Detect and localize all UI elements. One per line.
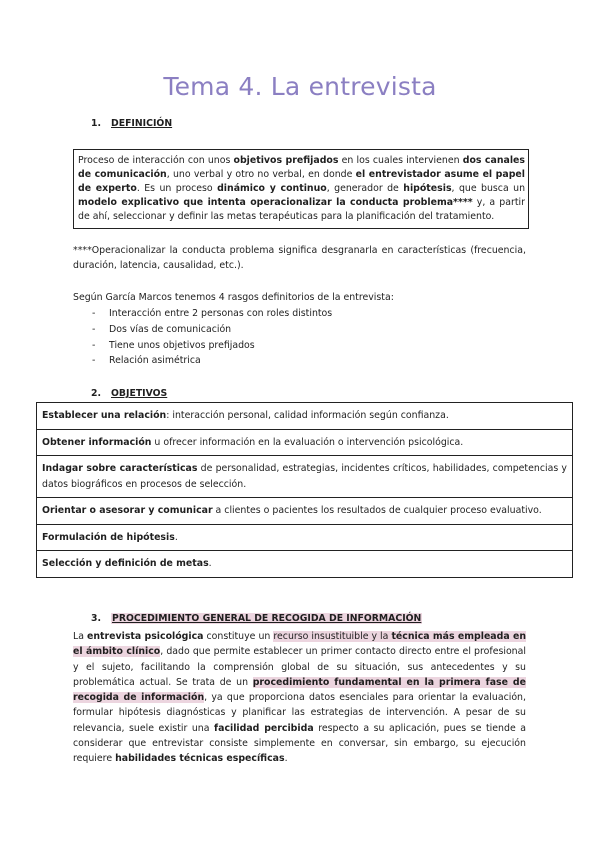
procedure-bold: entrevista psicológica — [87, 631, 204, 642]
procedure-highlight: recurso insustituible — [273, 631, 369, 642]
objective-bold: Formulación de hipótesis — [42, 531, 175, 543]
procedure-text: . — [284, 753, 288, 765]
section-title: PROCEDIMIENTO GENERAL DE RECOGIDA DE INFORMACIÓN — [112, 613, 422, 624]
list-item: - Relación asimétrica — [92, 353, 332, 369]
definition-bold-objetivos: objetivos prefijados — [233, 155, 339, 166]
objective-text: . — [174, 531, 178, 543]
objective-text: de personalidad, estrategias, incidentes críticos, habilidades, competencias y datos biográficos en procesos de selección. — [42, 463, 567, 490]
rasgos-list — [92, 306, 332, 369]
table-row — [37, 498, 573, 525]
procedure-highlight-bold: técnica más empleada en el ámbito clínico — [73, 631, 526, 658]
footnote: ****Operacionalizar la conducta problema significa desgranarla en características (frecuencia, duración, latencia, causalidad, etc.). — [73, 245, 526, 271]
table-cell — [37, 403, 573, 430]
definition-bold-dinamico: dinámico y continuo — [217, 183, 327, 194]
objective-text: : interacción personal, calidad información según confianza. — [166, 410, 449, 421]
table-cell — [37, 429, 573, 456]
section-heading-objetivos — [91, 388, 167, 399]
table-row — [37, 551, 573, 578]
page-title: Tema 4. La entrevista — [163, 72, 437, 101]
section-title: OBJETIVOS — [111, 388, 168, 399]
definition-bold-modelo: modelo explicativo que intenta operacionalizar la conducta problema**** — [78, 197, 473, 208]
procedure-highlight-bold: procedimiento fundamental en la primera fase de recogida de información — [73, 676, 526, 704]
table-row — [37, 456, 573, 498]
list-item: - Dos vías de comunicación — [92, 322, 332, 338]
objective-text: a clientes o pacientes los resultados de cualquier proceso evaluativo. — [212, 505, 542, 516]
definition-text: , generador de — [326, 183, 404, 194]
section-heading-procedimiento — [91, 613, 422, 624]
procedure-text: La — [73, 631, 87, 642]
table-cell — [37, 524, 573, 551]
table-row — [37, 403, 573, 430]
definition-text: , uno verbal y otro no verbal, en donde — [166, 169, 356, 180]
table-row — [37, 429, 573, 456]
definition-text: Proceso de interacción con unos — [78, 155, 234, 166]
procedure-bold: habilidades técnicas específicas — [115, 753, 285, 765]
definition-bold-hipotesis: hipótesis — [403, 183, 452, 194]
section-number: 2. — [91, 388, 102, 399]
objective-bold: Obtener información — [42, 436, 152, 448]
section-heading-definicion — [91, 118, 172, 129]
objectives-table — [36, 402, 573, 578]
definition-text: en los cuales intervienen — [338, 155, 463, 166]
definition-bold-canales: dos canales de comunicación — [78, 155, 525, 180]
section-number: 3. — [91, 613, 102, 624]
list-item: - Interacción entre 2 personas con roles distintos — [92, 306, 332, 322]
table-cell — [37, 456, 573, 498]
list-item: - Tiene unos objetivos prefijados — [92, 338, 332, 354]
objective-bold: Establecer una relación — [42, 410, 167, 421]
section-title: DEFINICIÓN — [111, 118, 173, 129]
rasgos-intro: Según García Marcos tenemos 4 rasgos definitorios de la entrevista: — [73, 292, 394, 303]
procedure-paragraph — [73, 629, 526, 767]
definition-box — [73, 149, 529, 229]
definition-text: y, a partir de ahí, seleccionar y definir las metas terapéuticas para la planificación del tratamiento. — [78, 197, 525, 222]
procedure-bold: facilidad percibida — [214, 722, 314, 734]
objective-bold: Selección y definición de metas — [42, 558, 209, 569]
objective-bold: Indagar sobre características — [42, 463, 198, 474]
definition-text: , que busca un — [451, 183, 526, 194]
objective-text: . — [208, 558, 212, 569]
section-number: 1. — [91, 118, 102, 129]
objective-bold: Orientar o asesorar y comunicar — [42, 505, 213, 516]
table-cell — [37, 551, 573, 578]
procedure-text: respecto a su aplicación, pues se tiende a considerar que entrevistar consiste simplemente en conversar, sin embargo, su ejecución requiere — [73, 722, 526, 765]
procedure-text: , ya que proporciona datos esenciales para orientar la evaluación, formular hipótesis diagnósticas y planificar las estrategias de intervención. A pesar de su relevancia, suele existir una — [73, 692, 526, 734]
objective-text: u ofrecer información en la evaluación o intervención psicológica. — [151, 436, 464, 448]
procedure-text: , dado que permite establecer un primer contacto directo entre el profesional y el sujeto, facilitando la comprensión global de su situación, sus antecedentes y su problemática actual. Se trata de un — [73, 646, 526, 688]
table-cell — [37, 498, 573, 525]
definition-text: . Es un proceso — [136, 183, 218, 194]
procedure-text: constituye un — [203, 631, 274, 642]
table-row — [37, 524, 573, 551]
definition-bold-entrevistador: el entrevistador asume el papel de experto — [78, 169, 526, 194]
procedure-highlight: y la — [368, 631, 392, 642]
